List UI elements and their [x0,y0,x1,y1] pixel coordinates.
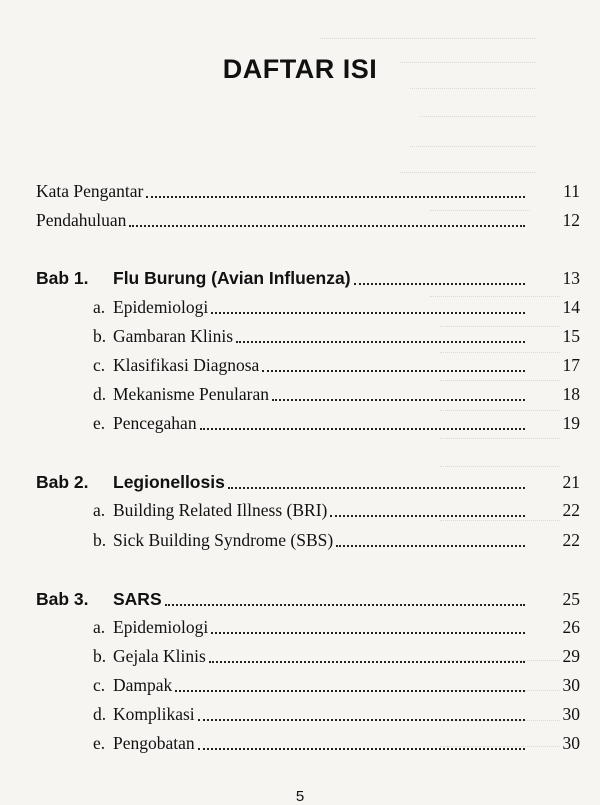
toc-number: b. [93,646,107,666]
toc-number: Bab 3. [36,589,89,609]
toc-number: Bab 2. [36,472,89,492]
dot-leader [211,632,525,634]
toc-page-number: 26 [562,617,580,637]
toc-number: a. [93,500,106,520]
toc-label: Pengobatan [113,733,195,753]
toc-number: c. [93,355,106,375]
toc-page-number: 22 [562,530,580,550]
dot-leader [198,748,525,750]
dot-leader [211,312,525,314]
toc-label: Gejala Klinis [113,646,206,666]
toc-number: d. [93,704,107,724]
toc-number: a. [93,297,106,317]
toc-number: a. [93,617,106,637]
toc-page-number: 19 [562,413,580,433]
toc-number: Bab 1. [36,268,89,288]
toc-entry-row [0,210,580,236]
toc-page-number: 21 [562,472,580,492]
toc-entry-row [0,500,580,526]
toc-number: e. [93,413,106,433]
page-number: 5 [295,788,305,805]
toc-number: d. [93,384,107,404]
toc-entry-row [0,384,580,410]
toc-chapter-row [0,268,580,294]
toc-page-number: 25 [562,589,580,609]
toc-label: Kata Pengantar [36,181,144,201]
toc-entry-row [0,617,580,643]
toc-label: Gambaran Klinis [113,326,234,346]
toc-page-number: 14 [562,297,580,317]
dot-leader [354,283,525,285]
toc-label: Legionellosis [113,472,225,492]
toc-number: b. [93,530,107,550]
dot-leader [175,690,525,692]
toc-entry-row [0,297,580,323]
toc-entry-row [0,181,580,207]
dot-leader [236,341,525,343]
toc-entry-row [0,733,580,759]
toc-entry-row [0,355,580,381]
toc-entry-row [0,326,580,352]
toc-entry-row [0,646,580,672]
toc-entry-row [0,413,580,439]
toc-page-number: 12 [562,210,580,230]
toc-number: b. [93,326,107,346]
dot-leader [228,487,525,489]
toc-number: c. [93,675,106,695]
dot-leader [129,225,525,227]
toc-page-number: 29 [562,646,580,666]
toc-label: Dampak [113,675,173,695]
dot-leader [262,370,525,372]
toc-label: Sick Building Syndrome (SBS) [113,530,334,550]
dot-leader [330,515,525,517]
toc-number: e. [93,733,106,753]
dot-leader [198,719,525,721]
toc-page-number: 22 [562,500,580,520]
toc-label: Pencegahan [113,413,197,433]
toc-label: Building Related Illness (BRI) [113,500,328,520]
toc-chapter-row [0,472,580,498]
toc-label: Epidemiologi [113,297,209,317]
toc-page-number: 30 [562,675,580,695]
toc-page-number: 30 [562,733,580,753]
dot-leader [200,428,525,430]
page-title: DAFTAR ISI [222,54,378,84]
toc-label: Mekanisme Penularan [113,384,269,404]
toc-entry-row [0,675,580,701]
dot-leader [272,399,525,401]
toc-label: Pendahuluan [36,210,127,230]
toc-label: SARS [113,589,162,609]
toc-chapter-row [0,589,580,615]
toc-label: Klasifikasi Diagnosa [113,355,260,375]
dot-leader [165,604,525,606]
toc-page-number: 18 [562,384,580,404]
toc-page-number: 17 [562,355,580,375]
toc-label: Komplikasi [113,704,195,724]
toc-entry-row [0,704,580,730]
toc-page-number: 11 [563,181,580,201]
toc-label: Epidemiologi [113,617,209,637]
toc-page-number: 13 [562,268,580,288]
dot-leader [209,661,525,663]
dot-leader [336,545,525,547]
toc-entry-row [0,530,580,556]
toc-label: Flu Burung (Avian Influenza) [113,268,351,288]
dot-leader [146,196,525,198]
toc-page-number: 15 [562,326,580,346]
toc-page-number: 30 [562,704,580,724]
